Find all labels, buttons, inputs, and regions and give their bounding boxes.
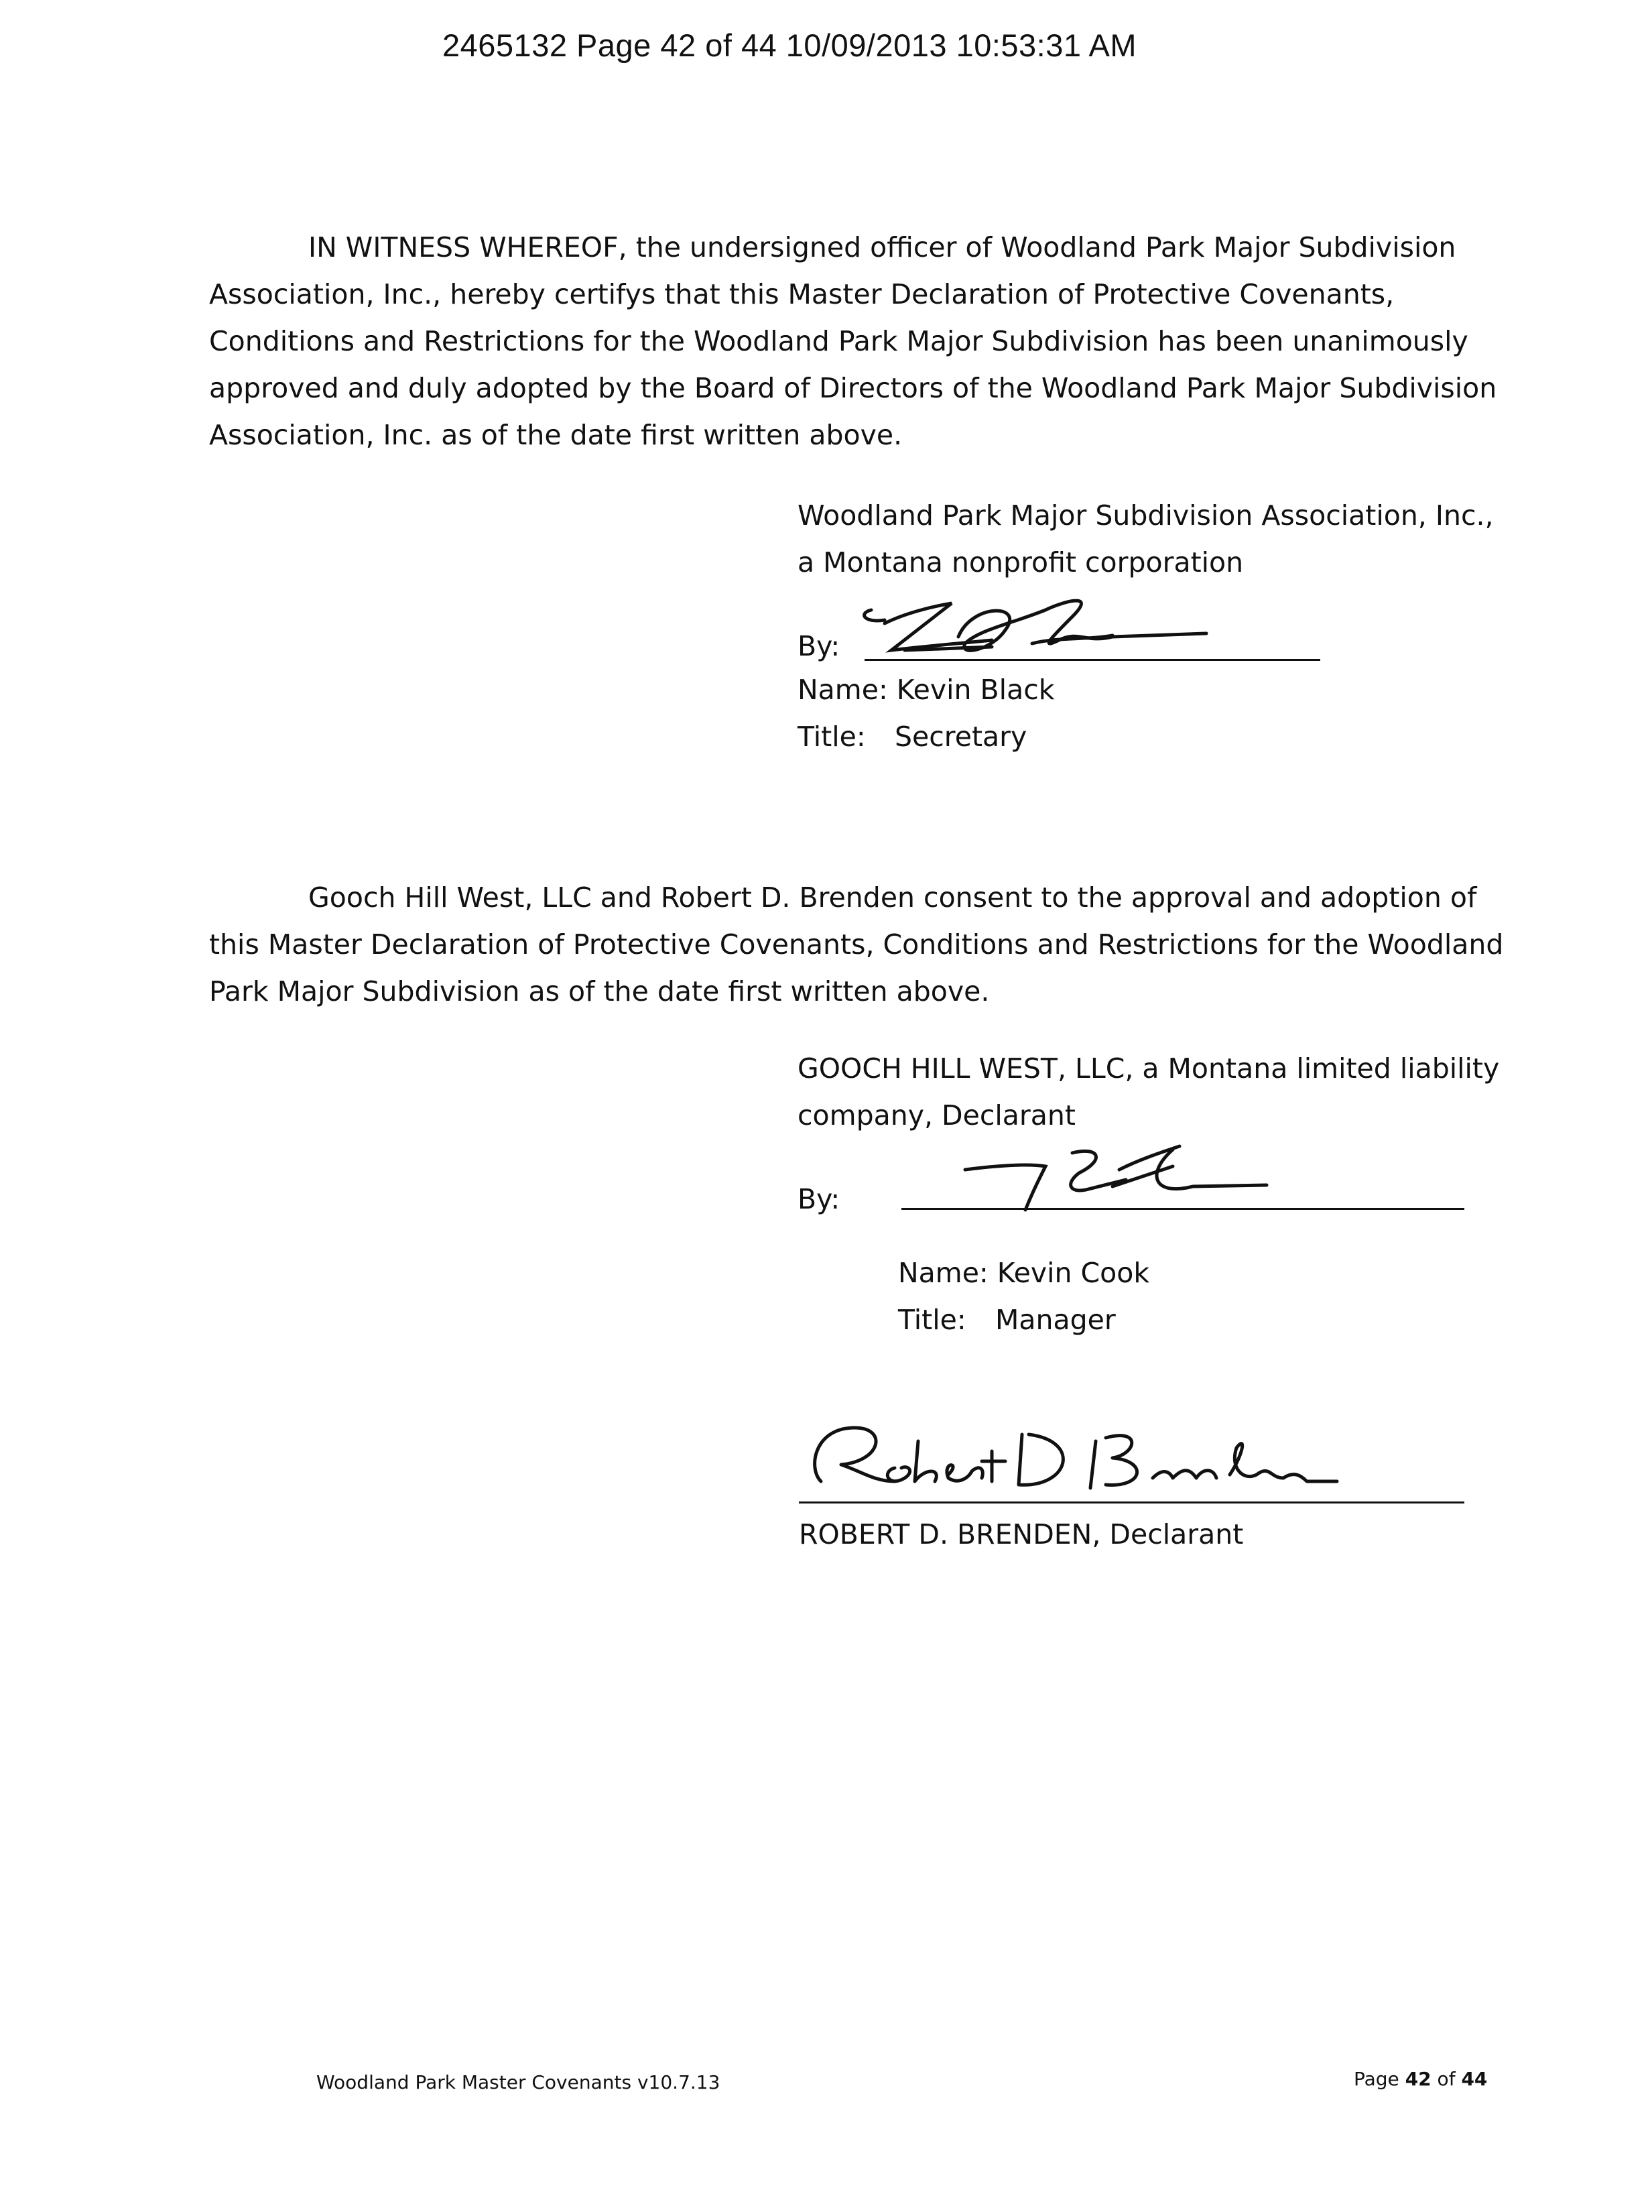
entity-description: company, Declarant <box>798 1099 1076 1131</box>
signer-caption: ROBERT D. BRENDEN, Declarant <box>799 1518 1244 1550</box>
page-current: 42 <box>1405 2068 1432 2090</box>
signer-title: Secretary <box>895 721 1027 753</box>
entity-description: a Montana nonprofit corporation <box>798 546 1244 578</box>
consent-line: this Master Declaration of Protective Covenants, Conditions and Restrictions for the Woodland <box>209 928 1504 961</box>
consent-line: Park Major Subdivision as of the date first written above. <box>209 975 990 1007</box>
witness-line: IN WITNESS WHEREOF, the undersigned officer of Woodland Park Major Subdivision <box>308 231 1456 263</box>
by-label: By: <box>798 630 840 662</box>
page-of: of <box>1431 2068 1462 2090</box>
witness-line: Association, Inc., hereby certifys that this Master Declaration of Protective Covenants, <box>209 278 1395 310</box>
entity-name: GOOCH HILL WEST, LLC, a Montana limited liability <box>798 1052 1500 1085</box>
witness-line: Association, Inc. as of the date first written above. <box>209 419 903 451</box>
title-label: Title: <box>898 1304 966 1336</box>
signature-kevin-black <box>858 583 1287 670</box>
signer-name: Name: Kevin Black <box>798 674 1055 706</box>
signature-robert-brenden <box>801 1414 1377 1508</box>
filing-stamp: 2465132 Page 42 of 44 10/09/2013 10:53:31 AM <box>442 27 1137 63</box>
page-total: 44 <box>1461 2068 1488 2090</box>
witness-line: approved and duly adopted by the Board of Directors of the Woodland Park Major Subdivision <box>209 372 1497 404</box>
title-label: Title: <box>798 721 866 753</box>
footer-document-name: Woodland Park Master Covenants v10.7.13 <box>316 2071 720 2093</box>
entity-name: Woodland Park Major Subdivision Association, Inc., <box>798 499 1494 532</box>
by-label: By: <box>798 1183 840 1215</box>
signer-name: Name: Kevin Cook <box>898 1257 1150 1289</box>
signer-title: Manager <box>995 1304 1116 1336</box>
signature-line <box>799 1501 1464 1503</box>
consent-line: Gooch Hill West, LLC and Robert D. Brenden consent to the approval and adoption of <box>308 881 1477 914</box>
witness-line: Conditions and Restrictions for the Woodland Park Major Subdivision has been unanimously <box>209 325 1468 357</box>
signature-kevin-cook <box>952 1133 1300 1220</box>
page-prefix: Page <box>1354 2068 1405 2090</box>
footer-page-number <box>1354 2068 1487 2090</box>
